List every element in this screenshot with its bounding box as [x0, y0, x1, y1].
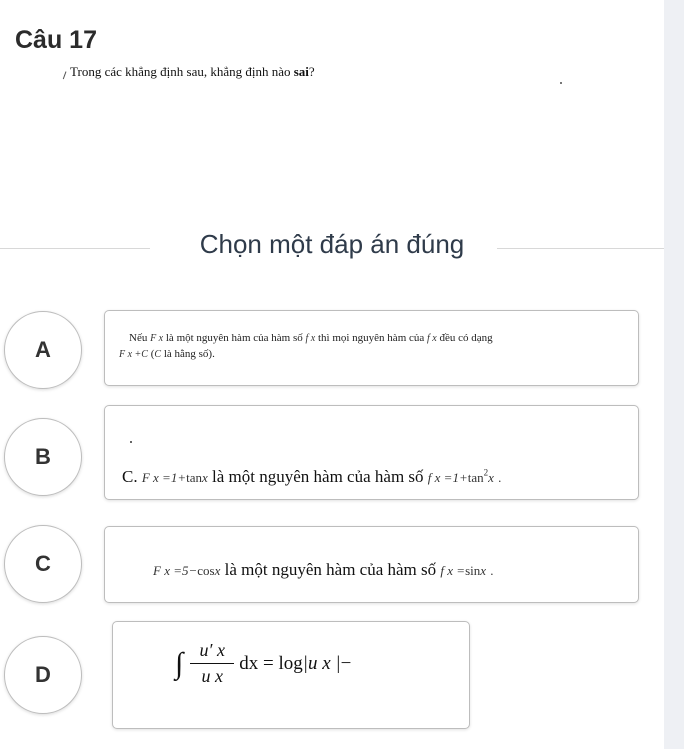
- option-a-card[interactable]: [104, 310, 639, 386]
- option-c-math-rhs: f x =: [440, 563, 466, 578]
- option-b-text: là một nguyên hàm của hàm số: [212, 467, 424, 486]
- option-b-math-exp: 2: [483, 467, 489, 478]
- option-b-card[interactable]: [104, 405, 639, 500]
- option-c-math-cos: cos: [197, 563, 215, 578]
- option-d-dx: dx =: [239, 652, 274, 674]
- option-b-end: .: [498, 470, 502, 485]
- question-text-suffix: ?: [308, 64, 315, 79]
- option-c-button[interactable]: C: [4, 525, 82, 603]
- option-a-line1: [129, 332, 493, 344]
- option-c-text: là một nguyên hàm của hàm số: [224, 560, 437, 579]
- option-a-text-1: Nếu: [129, 332, 148, 344]
- option-a-math-FC: F x +C: [119, 349, 148, 360]
- option-a-math-f2: f x: [427, 333, 437, 344]
- option-d-log: log: [278, 652, 303, 674]
- option-a-text-2: là một nguyên hàm của hàm số: [165, 332, 303, 344]
- question-text-prefix: Trong các khẳng định sau, khẳng định nào: [70, 64, 294, 79]
- option-d-fraction: [190, 640, 234, 687]
- option-a-text-4: đều có dạng: [439, 332, 493, 344]
- option-d-card[interactable]: [112, 621, 470, 729]
- option-d-rest: [239, 653, 351, 675]
- option-d-tail: −: [340, 652, 352, 674]
- option-a-math-C: C: [154, 349, 162, 360]
- option-d-button[interactable]: D: [4, 636, 82, 714]
- option-a-math-F: F x: [150, 333, 164, 344]
- option-a-text-3: thì mọi nguyên hàm của: [317, 332, 425, 344]
- stray-dot: [560, 82, 562, 84]
- option-c-line: [153, 560, 494, 580]
- option-c-math-x: x: [214, 563, 221, 578]
- option-b-math-tan: tan: [186, 470, 202, 485]
- answer-prompt: Chọn một đáp án đúng: [199, 229, 465, 259]
- option-d-formula: [175, 640, 351, 687]
- option-c-card[interactable]: [104, 526, 639, 603]
- option-c-math-sin: sin: [465, 563, 481, 578]
- option-d-abs: |u x |: [302, 652, 341, 674]
- option-b-math-rhs: f x =1+: [427, 470, 468, 485]
- option-b-label: C.: [122, 467, 138, 486]
- option-a-button[interactable]: A: [4, 311, 82, 389]
- option-a-math-f: f x: [305, 333, 316, 344]
- option-b-line: [122, 467, 501, 487]
- option-c-end: .: [490, 563, 494, 578]
- option-b-math-tan2: tan: [467, 470, 484, 485]
- integral-sign: ∫: [175, 646, 184, 680]
- option-a-line2: [119, 348, 215, 360]
- right-scroll-panel: [664, 0, 684, 749]
- question-text-bold: sai: [293, 64, 309, 79]
- option-b-math-x: x: [202, 470, 208, 485]
- option-b-button[interactable]: B: [4, 418, 82, 496]
- option-b-dot: [130, 441, 132, 443]
- divider-right: [497, 248, 664, 249]
- option-a-paren: (: [150, 348, 155, 360]
- question-title: Câu 17: [15, 26, 97, 54]
- option-c-math-lhs: F x =5−: [153, 563, 198, 578]
- fraction-numerator: u′ x: [199, 640, 225, 660]
- option-c-math-x2: x: [480, 563, 487, 578]
- option-a-text-5: là hằng số).: [163, 348, 215, 360]
- option-b-math-lhs: F x =1+: [141, 470, 187, 485]
- fraction-denominator: u x: [201, 666, 223, 686]
- question-text: [70, 64, 315, 80]
- option-b-math-x2: x: [488, 470, 494, 485]
- fraction-bar: [190, 663, 234, 664]
